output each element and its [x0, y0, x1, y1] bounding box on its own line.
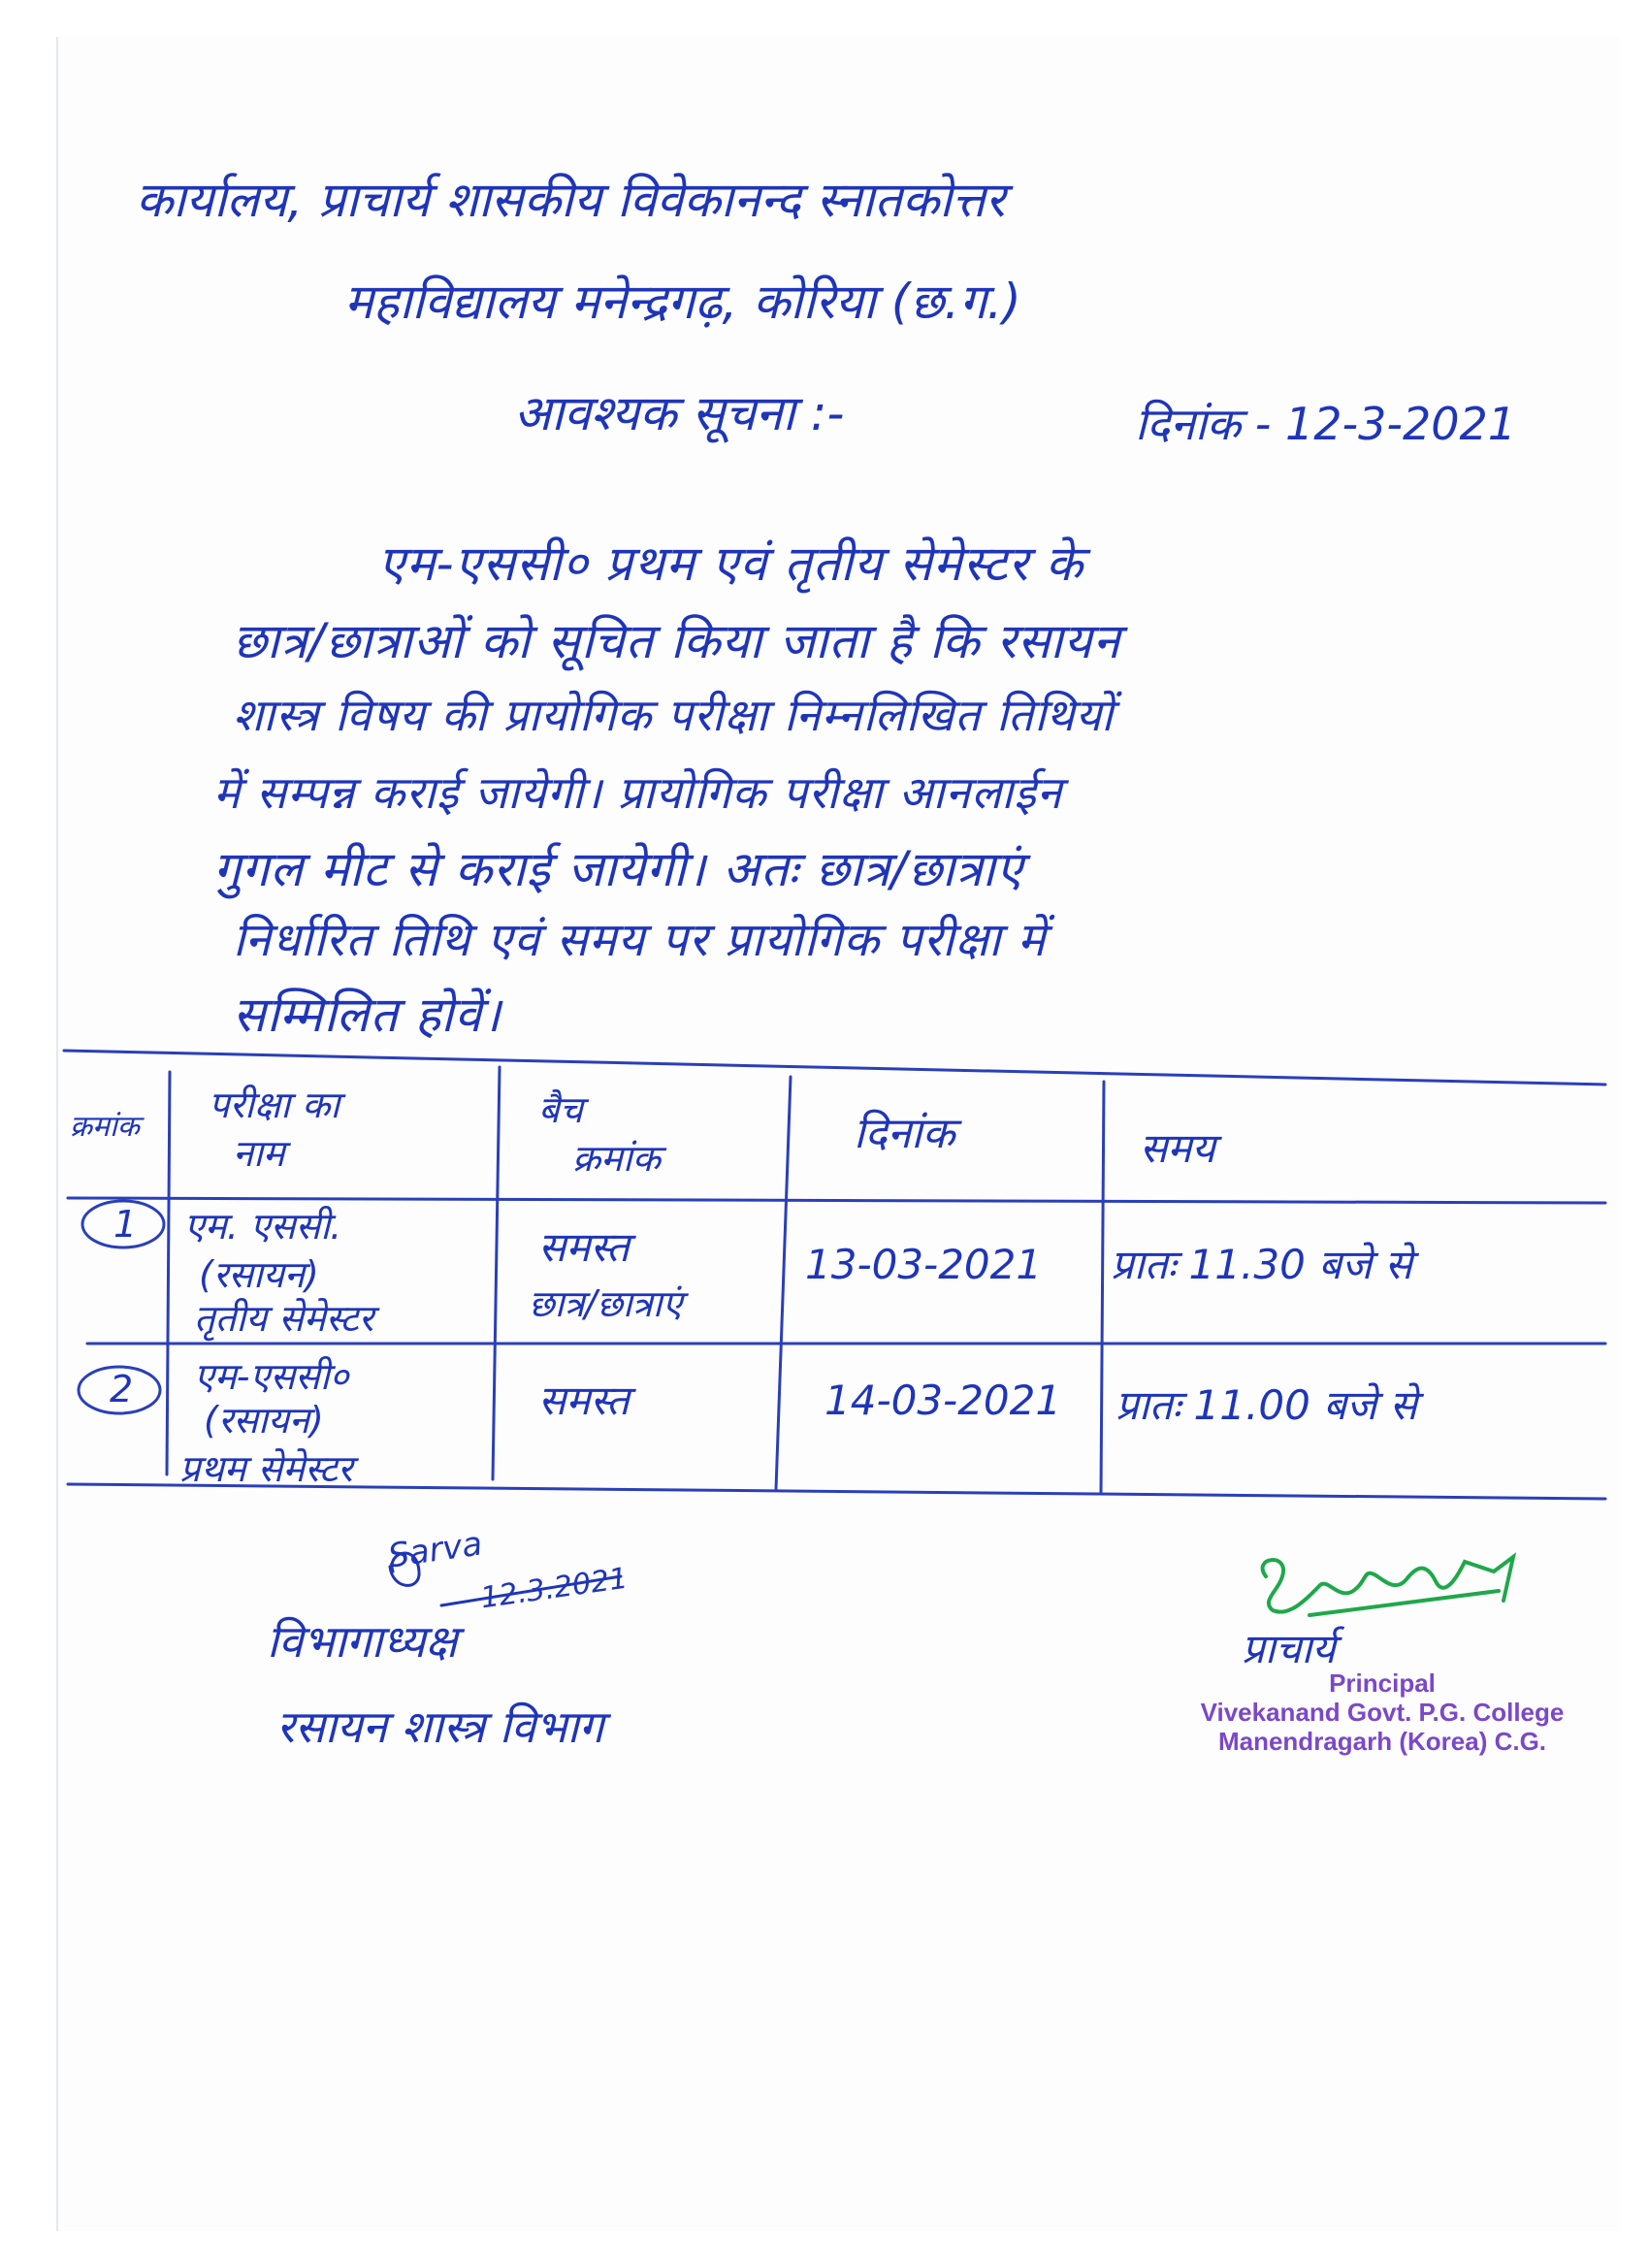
row1-batch-line2: छात्र/छात्राएं — [529, 1282, 683, 1325]
col-header-serial: क्रमांक — [70, 1110, 140, 1144]
hod-department: रसायन शास्त्र विभाग — [276, 1701, 604, 1753]
col-header-batch-line2: क्रमांक — [572, 1137, 661, 1180]
principal-title: प्राचार्य — [1242, 1625, 1336, 1672]
principal-stamp — [1183, 1669, 1581, 1756]
col-header-exam-line1: परीक्षा का — [209, 1084, 340, 1126]
col-header-time: समय — [1140, 1124, 1215, 1172]
row2-serial: 2 — [110, 1368, 134, 1410]
hod-sign-date: 12.3.2021 — [478, 1561, 630, 1616]
row1-batch-line1: समस्त — [538, 1223, 630, 1271]
stamp-line3: Manendragarh (Korea) C.G. — [1217, 1727, 1547, 1756]
office-header-line2: महाविद्यालय मनेन्द्रगढ़, कोरिया (छ.ग.) — [344, 274, 1021, 330]
row1-exam-line1: एम. एससी. — [184, 1205, 342, 1247]
body-line: निर्धारित तिथि एवं समय पर प्रायोगिक परीक्षा में — [233, 913, 1047, 967]
row1-time: प्रातः 11.30 बजे से — [1111, 1241, 1413, 1288]
office-header-line1: कार्यालय, प्राचार्य शासकीय विवेकानन्द स्नातकोत्तर — [136, 172, 1006, 228]
row1-exam-line2: (रसायन) — [199, 1253, 319, 1296]
row1-exam-line3: तृतीय सेमेस्टर — [194, 1297, 374, 1340]
body-line: छात्र/छात्राओं को सूचित किया जाता है कि रसायन — [233, 613, 1121, 669]
notice-title: आवश्यक सूचना :- — [514, 385, 845, 441]
body-line: शास्त्र विषय की प्रायोगिक परीक्षा निम्नलिखित तिथियों — [233, 689, 1115, 741]
row2-batch-line1: समस्त — [538, 1377, 630, 1424]
body-line: एम-एससी० प्रथम एवं तृतीय सेमेस्टर के — [378, 535, 1084, 592]
stamp-line1: Principal — [1329, 1669, 1436, 1698]
row2-date: 14-03-2021 — [824, 1377, 1062, 1424]
hod-title: विभागाध्यक्ष — [267, 1615, 458, 1668]
col-header-date: दिनांक — [854, 1109, 955, 1158]
row1-date: 13-03-2021 — [805, 1241, 1043, 1288]
body-line: सम्मिलित होवें। — [233, 987, 502, 1043]
principal-signature — [1263, 1557, 1513, 1615]
row2-time: प्रातः 11.00 बजे से — [1116, 1381, 1418, 1429]
body-line: गुगल मीट से कराई जायेगी। अतः छात्र/छात्राएं — [213, 841, 1024, 897]
hod-initials: Sarva — [385, 1524, 485, 1576]
col-header-batch-line1: बैच — [538, 1088, 583, 1131]
row1-serial: 1 — [113, 1203, 138, 1246]
stamp-line2: Vivekanand Govt. P.G. College — [1200, 1698, 1565, 1727]
notice-date: दिनांक - 12-3-2021 — [1135, 398, 1517, 450]
body-line: में सम्पन्न कराई जायेगी। प्रायोगिक परीक्षा आनलाईन — [213, 766, 1063, 819]
row2-exam-line2: (रसायन) — [204, 1399, 324, 1442]
row2-exam-line3: प्रथम सेमेस्टर — [179, 1447, 353, 1490]
col-header-exam-line2: नाम — [233, 1132, 285, 1175]
row2-exam-line1: एम-एससी० — [194, 1355, 349, 1398]
